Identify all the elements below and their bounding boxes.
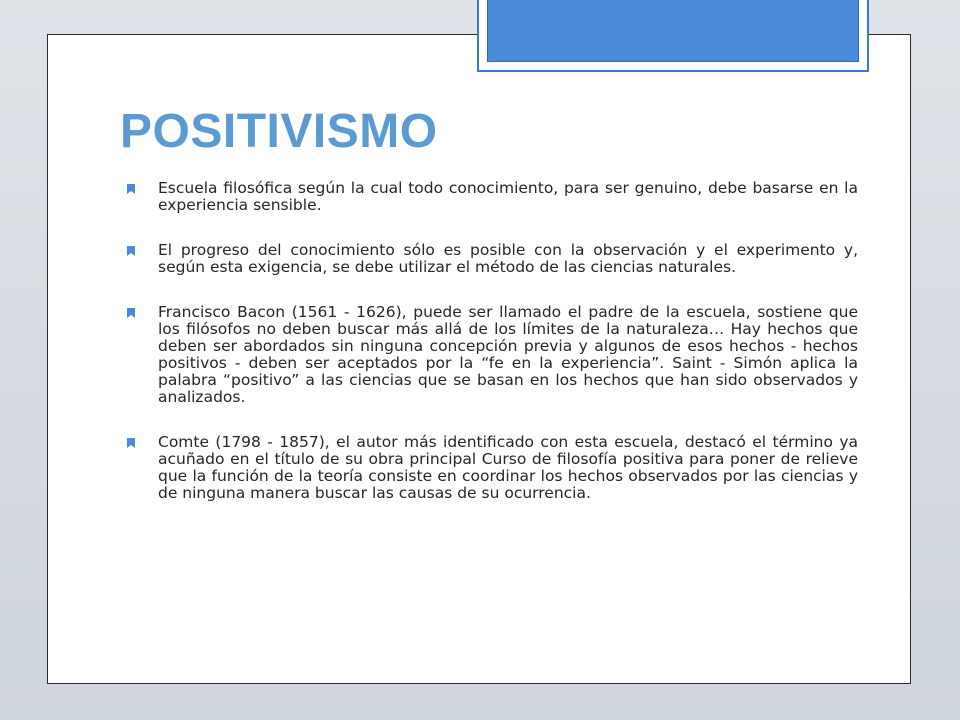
bullet-text: El progreso del conocimiento sólo es posible con la observación y el experimento y, según esta exigencia, se debe utilizar el método de las ciencias naturales. <box>158 241 858 276</box>
bullet-text: Francisco Bacon (1561 - 1626), puede ser llamado el padre de la escuela, sostiene que los filósofos no deben buscar más allá de los límites de la naturaleza… Hay hechos que deben ser abordados sin ninguna concepción previa y algunos de esos hechos - hechos positivos - deben ser aceptados por la “fe en la experiencia”. Saint - Simón aplica la palabra “positivo” a las ciencias que se basan en los hechos que han sido observados y analizados. <box>158 303 858 406</box>
bullet-text: Escuela filosófica según la cual todo conocimiento, para ser genuino, debe basarse en la experiencia sensible. <box>158 179 858 214</box>
bullet-list <box>122 180 858 530</box>
bookmark-bullet-icon <box>125 307 137 319</box>
bookmark-bullet-icon <box>125 437 137 449</box>
bookmark-bullet-icon <box>125 245 137 257</box>
list-item <box>122 180 858 214</box>
list-item <box>122 434 858 502</box>
slide-title: POSITIVISMO <box>120 105 438 158</box>
bookmark-bullet-icon <box>125 183 137 195</box>
decorative-corner-box-inner <box>487 0 859 62</box>
bullet-text: Comte (1798 - 1857), el autor más identificado con esta escuela, destacó el término ya acuñado en el título de su obra principal Curso de filosofía positiva para poner de relieve que la función de la teoría consiste en coordinar los hechos observados por las ciencias y de ninguna manera buscar las causas de su ocurrencia. <box>158 433 858 502</box>
list-item <box>122 242 858 276</box>
list-item <box>122 304 858 406</box>
